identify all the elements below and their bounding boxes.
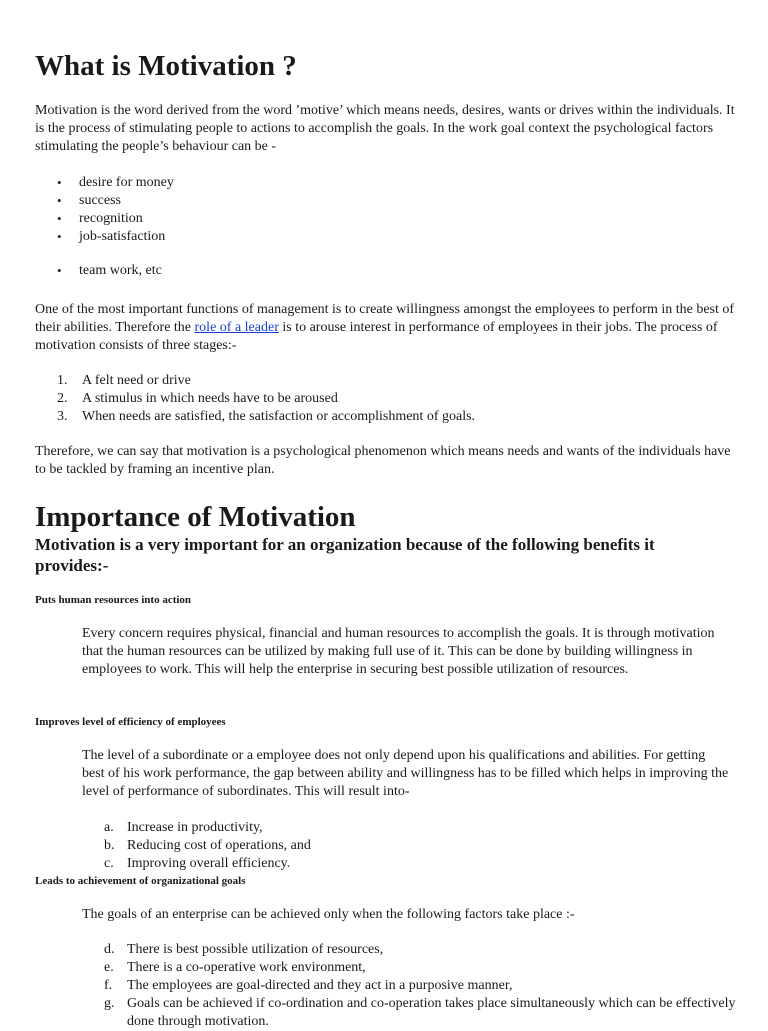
stages-list <box>35 372 475 426</box>
factors-list-extra <box>35 262 162 280</box>
list-item <box>35 390 475 408</box>
heading-efficiency: Improves level of efficiency of employees <box>35 716 226 728</box>
list-item: • desire for money <box>35 174 174 192</box>
list-item <box>82 977 742 995</box>
role-of-leader-link[interactable]: role of a leader <box>194 320 279 335</box>
section-title: Importance of Motivation <box>35 501 356 533</box>
paragraph-text: One of the most important functions of management is to create willingness amongst the employees to perform in the best of their abilities. Therefore the <box>35 302 735 335</box>
list-item <box>82 837 311 855</box>
paragraph-text: is to arouse interest in performance of employees in their jobs. The process of motivation consists of three stages:- <box>35 320 718 353</box>
list-marker: e. <box>104 960 114 975</box>
conclusion-paragraph: Therefore, we can say that motivation is a psychological phenomenon which means needs and wants of the individuals have to be tackled by framing an incentive plan. <box>35 444 731 477</box>
list-marker: 1. <box>57 373 68 388</box>
list-item-text: When needs are satisfied, the satisfaction or accomplishment of goals. <box>82 409 476 424</box>
list-item <box>82 819 311 837</box>
list-marker: 3. <box>57 409 68 424</box>
section-subtitle: Motivation is a very important for an organization because of the following benefits it provides:- <box>35 535 655 575</box>
goals-paragraph: The goals of an enterprise can be achieved only when the following factors take place :- <box>82 907 575 922</box>
list-marker: d. <box>104 942 115 957</box>
list-item-text: Increase in productivity, <box>127 820 263 835</box>
list-item-text: Reducing cost of operations, and <box>127 838 311 853</box>
list-item: • job-satisfaction <box>35 228 174 246</box>
list-item <box>82 855 311 873</box>
list-marker: g. <box>104 996 115 1011</box>
list-item-text: There is a co-operative work environment, <box>127 960 366 975</box>
list-item: • recognition <box>35 210 174 228</box>
list-marker: b. <box>104 838 115 853</box>
list-item-text: There is best possible utilization of resources, <box>127 942 384 957</box>
list-item <box>35 408 475 426</box>
list-item-text: The employees are goal-directed and they act in a purposive manner, <box>127 978 513 993</box>
list-item <box>35 372 475 390</box>
heading-human-resources: Puts human resources into action <box>35 594 192 606</box>
list-item-text: A felt need or drive <box>82 373 191 388</box>
list-item-text: Goals can be achieved if co-ordination and co-operation takes place simultaneously which can be effectively done through motivation. <box>127 996 736 1029</box>
list-item-text: A stimulus in which needs have to be aroused <box>82 391 338 406</box>
factors-list <box>35 174 174 246</box>
efficiency-paragraph: The level of a subordinate or a employee does not only depend upon his qualifications and abilities. For getting best of his work performance, the gap between ability and willingness has to be filled which helps in improving the level of performance of subordinates. This will result into- <box>82 748 729 799</box>
list-marker: c. <box>104 856 114 871</box>
list-marker: 2. <box>57 391 68 406</box>
human-resources-paragraph: Every concern requires physical, financial and human resources to accomplish the goals. It is through motivation that the human resources can be utilized by making full use of it. This can be done by building willingness in employees to work. This will help the enterprise in securing best possible utilization of resources. <box>82 626 715 677</box>
list-item <box>82 941 742 959</box>
page-title: What is Motivation ? <box>35 50 297 82</box>
list-item: • team work, etc <box>35 262 162 280</box>
list-item <box>82 959 742 977</box>
list-marker: a. <box>104 820 114 835</box>
results-list <box>82 819 311 873</box>
management-paragraph <box>35 301 735 355</box>
intro-paragraph: Motivation is the word derived from the word ’motive’ which means needs, desires, wants or drives within the individuals. It is the process of stimulating people to actions to accomplish the goals. In the work goal context the psychological factors stimulating the people’s behaviour can be - <box>35 103 735 154</box>
list-marker: f. <box>104 978 113 993</box>
factors-goals-list <box>82 941 742 1031</box>
list-item: • success <box>35 192 174 210</box>
heading-organizational-goals: Leads to achievement of organizational goals <box>35 875 246 887</box>
list-item <box>82 995 742 1031</box>
list-item-text: Improving overall efficiency. <box>127 856 291 871</box>
